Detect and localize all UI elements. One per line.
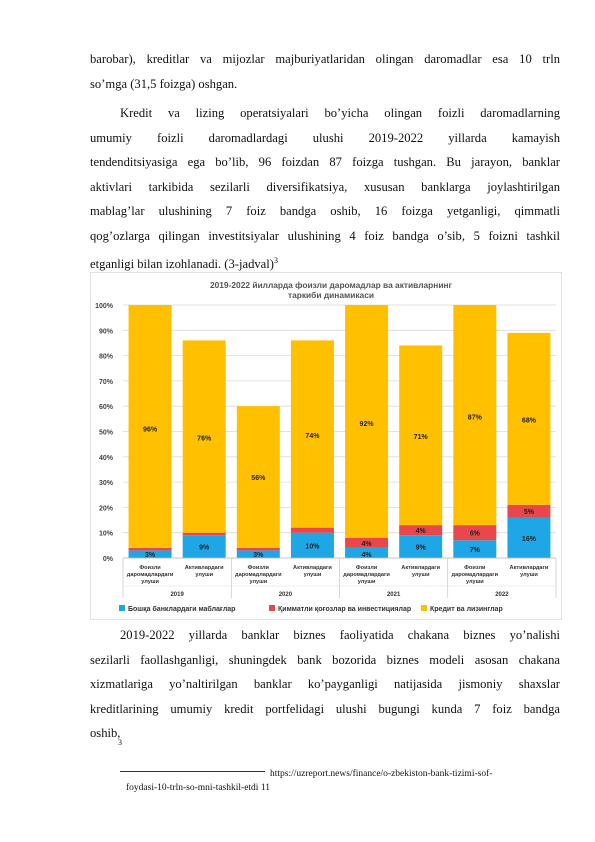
x-category-label: даромадлардаги	[235, 572, 282, 578]
footnote	[126, 767, 546, 795]
text-line: barobar), kreditlar va mijozlar majburiyatlaridan olingan daromadlar esa 10 trln	[90, 52, 560, 66]
text-line: 2019-2022 yillarda banklar biznes faoliyatida chakana biznes yo’nalishi	[120, 628, 560, 642]
footnote-ref[interactable]: 3	[273, 255, 278, 265]
x-category-label: даромадлардаги	[126, 572, 174, 578]
text-line: kreditlarining umumiy kredit portfelidagi ulushi bugungi kunda 7 foiz bandga	[90, 701, 560, 716]
data-label: 74%	[305, 432, 320, 440]
data-label: 6%	[469, 530, 480, 538]
x-category-label: улуши	[411, 572, 430, 578]
x-category-label: даромадлардаги	[343, 572, 390, 578]
data-label: 56%	[251, 474, 266, 482]
y-tick-label: 80%	[98, 353, 113, 361]
text-line: aktivlari tarkibida sezilarli diversifikatsiya, xususan banklarga joylashtirilgan	[90, 179, 560, 194]
bar-segment	[183, 533, 226, 536]
data-label: 9%	[199, 544, 210, 552]
data-label: 96%	[143, 426, 158, 434]
legend-label: Бошқа банклардаги маблағлар	[128, 606, 236, 613]
y-tick-label: 10%	[98, 530, 113, 538]
y-tick-label: 0%	[102, 556, 113, 563]
y-tick-label: 70%	[98, 378, 113, 386]
footnote-link[interactable]: https://uzreport.news/finance/o-zbekiston-bank-tizimi-sof-	[270, 769, 493, 779]
legend-swatch	[269, 605, 275, 611]
text-line: qog’ozlarga qilingan investitsiyalar ulushining 4 foiz bandga o’sib, 5 foizni tashkil	[90, 228, 560, 243]
footnote-link-cont[interactable]: foydasi-10-trln-so-mni-tashkil-etdi 11	[126, 783, 270, 793]
x-category-label: улуши	[357, 579, 376, 585]
text-line: tendenditsiyasiga ega bo’lib, 96 foizdan 87 foizga tushgan. Bu jarayon, banklar	[90, 155, 560, 170]
x-category-label: улуши	[249, 579, 268, 585]
data-label: 7%	[469, 547, 480, 555]
data-label: 68%	[521, 417, 536, 425]
data-label: 5%	[523, 509, 534, 517]
paragraph-2	[90, 101, 560, 273]
bar-segment	[237, 548, 280, 551]
data-label: 4%	[361, 552, 372, 559]
legend-label: Кредит ва лизинглар	[430, 606, 503, 613]
x-category-label: Фоизли	[355, 565, 378, 571]
paragraph-3	[90, 623, 560, 746]
bar-segment	[291, 528, 334, 533]
x-category-label: Фоизли	[139, 565, 161, 571]
stacked-bar-chart	[91, 273, 561, 619]
x-category-label: даромадлардаги	[451, 572, 499, 578]
group-label: 2019	[170, 592, 184, 598]
text-line: etganligi bilan izohlanadi. (3-jadval)	[90, 256, 274, 271]
data-label: 3%	[145, 552, 156, 559]
x-category-label: Активлардаги	[293, 565, 332, 571]
y-tick-label: 100%	[95, 303, 113, 310]
x-category-label: улуши	[520, 572, 538, 578]
x-category-label: улуши	[465, 579, 484, 585]
x-category-label: улуши	[141, 579, 159, 585]
data-label: 9%	[415, 544, 426, 552]
x-category-label: Активлардаги	[509, 565, 549, 571]
x-category-label: Фоизли	[247, 565, 269, 571]
text-line: sezilarli faollashganligi, shuningdek bank bozorida biznes modeli asosan chakana	[90, 652, 560, 667]
chart-title: 2019-2022 йилларда фоизли даромадлар ва активларнинг	[209, 280, 453, 290]
data-label: 4%	[415, 528, 426, 536]
legend-swatch	[119, 605, 125, 611]
group-label: 2021	[386, 592, 401, 598]
text-line: xizmatlariga yo’naltirilgan banklar ko’payganligi natijasida jismoniy shaxslar	[90, 677, 560, 692]
x-category-label: Активлардаги	[401, 565, 441, 571]
legend-swatch	[421, 605, 427, 611]
data-label: 92%	[359, 421, 374, 429]
x-category-label: Фоизли	[464, 565, 486, 571]
text-line: oshib,	[90, 726, 121, 741]
data-label: 71%	[413, 433, 428, 441]
y-tick-label: 30%	[98, 480, 113, 488]
paragraph-1	[90, 47, 560, 96]
bar-segment	[129, 548, 172, 551]
text-line: umumiy foizli daromadlardagi ulushi 2019-2022 yillarda kamayish	[90, 130, 560, 145]
x-category-label: улуши	[195, 572, 214, 578]
data-label: 4%	[361, 540, 372, 548]
data-label: 87%	[467, 414, 482, 422]
y-tick-label: 50%	[98, 429, 113, 437]
x-category-label: Активлардаги	[184, 565, 224, 571]
data-label: 10%	[305, 543, 320, 551]
data-label: 16%	[521, 535, 536, 543]
text-line-with-footnote	[90, 249, 560, 274]
data-label: 76%	[197, 435, 212, 443]
y-tick-label: 60%	[98, 404, 113, 412]
text-line: mablag’lar ulushining 7 foiz bandga oshib, 16 foizga yetganligi, qimmatli	[90, 204, 560, 219]
y-tick-label: 90%	[98, 328, 113, 336]
footnote-mark: 3	[118, 738, 122, 747]
group-label: 2020	[278, 592, 293, 598]
chart-title-line2: таркиби динамикаси	[287, 290, 375, 300]
text-line: so’mga (31,5 foizga) oshgan.	[90, 76, 238, 91]
data-label: 3%	[253, 552, 264, 559]
chart-image	[90, 272, 562, 620]
group-label: 2022	[495, 592, 509, 598]
x-category-label: улуши	[303, 572, 322, 578]
legend-label: Қимматли қоғозлар ва инвестициялар	[278, 606, 412, 613]
text-line: Kredit va lizing operatsiyalari bo’yicha olingan foizli daromadlarning	[120, 106, 560, 120]
y-tick-label: 20%	[98, 505, 113, 513]
y-tick-label: 40%	[98, 454, 113, 462]
